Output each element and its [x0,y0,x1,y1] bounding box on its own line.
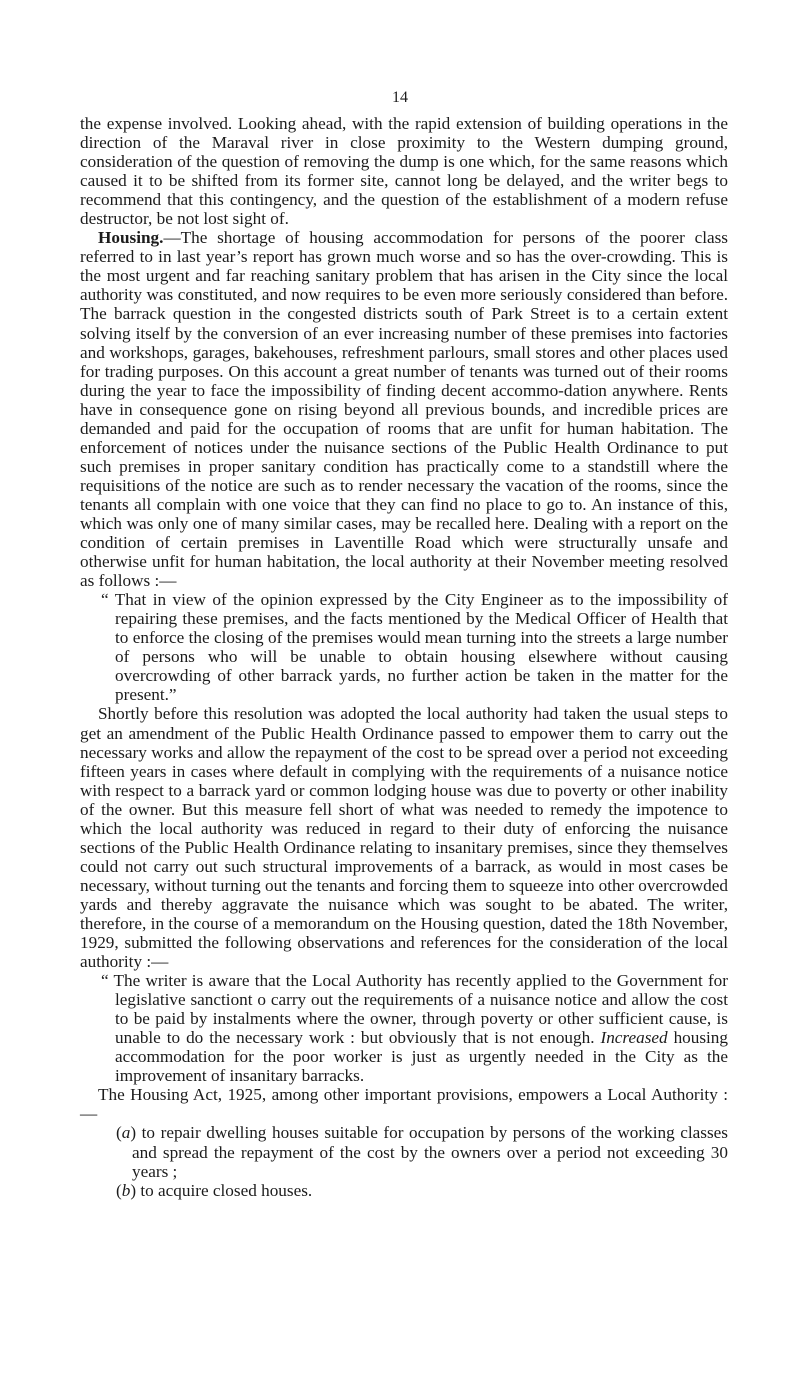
quote-resolution: “ That in view of the opinion expressed by the City Engineer as to the impossibility of repairing these premises, and the facts mentioned by the Medical Officer of Health that to enforce the closing of the premises would mean turning into the streets a large number of persons who will be unable to obtain housing elsewhere without causing overcrowding of other barrack yards, no further action be taken in the matter for the present.” [101,590,728,705]
quote-memorandum-text-b: housing accommodation for the poor worker is just as urgently needed in the City as the improvement of insanitary barracks. [115,1028,728,1086]
quote-memorandum-emphasis: Increased [600,1028,668,1048]
list-text-a: to repair dwelling houses suitable for occupation by persons of the working classes and spread the repayment of the cost by the owners over a period not exceeding 30 years ; [132,1123,728,1181]
housing-heading: Housing. [98,228,164,248]
list-marker-b: b [121,1180,131,1200]
list-marker-a: a [121,1123,131,1143]
quote-memorandum-text-a: “ The writer is aware that the Local Authority has recently applied to the Government for legislative sanctiont o carry out the requirements of a nuisance notice and allow the cost to be paid by instalments where the owner, through poverty or other sufficient cause, is unable to do the necessary work : but obviously that is not enough. [101,971,728,1048]
body-text [80,114,728,1200]
paragraph-housing-act: The Housing Act, 1925, among other important provisions, empowers a Local Authority :— [80,1085,728,1124]
paragraph-amendment: Shortly before this resolution was adopted the local authority had taken the usual steps to get an amendment of the Public Health Ordinance passed to empower them to carry out the necessary works and allow the repayment of the cost to be spread over a period not exceeding fifteen years in cases where default in complying with the requirements of a nuisance notice with respect to a barrack yard or common lodging house was due to poverty or other inability of the owner. But this measure fell short of what was needed to remedy the impotence to which the local authority was reduced in regard to their duty of enforcing the nuisance sections of the Public Health Ordinance relating to insanitary premises, since they themselves could not carry out such structural improvements of a barrack, as would in most cases be necessary, without turning out the tenants and forcing them to squeeze into other overcrowded yards and thereby aggravate the nuisance which was sought to be abated. The writer, therefore, in the course of a memorandum on the Housing question, dated the 18th November, 1929, submitted the following observations and references for the consideration of the local authority :— [80,704,728,972]
paragraph-refuse-dump: the expense involved. Looking ahead, with the rapid extension of building operations in the direction of the Maraval river in close proximity to the Western dumping ground, consideration of the question of removing the dump is one which, for the same reasons which caused it to be shifted from its former site, cannot long be delayed, and the writer begs to recommend that this contingency, and the question of the establishment of a modern refuse destructor, be not lost sight of. [80,114,728,229]
housing-text: —The shortage of housing accommodation for persons of the poorer class referred to in last year’s report has grown much worse and so has the over-crowding. This is the most urgent and far reaching sanitary problem that has arisen in the City since the local authority was constituted, and now requires to be even more seriously considered than before. The barrack question in the congested districts south of Park Street is to a certain extent solving itself by the conversion of an ever increasing number of these premises into factories and workshops, garages, bakehouses, refreshment parlours, small stores and other places used for trading purposes. On this account a great number of tenants was turned out of their rooms during the year to face the impossibility of finding decent accommo-dation anywhere. Rents have in consequence gone on rising beyond all previous bounds, and incredible prices are demanded and paid for the occupation of rooms that are unfit for human habitation. The enforcement of notices under the nuisance sections of the Public Health Ordinance to put such premises in proper sanitary condition has practically come to a standstill where the requisitions of the notice are such as to render necessary the vacation of the rooms, since the tenants all complain with one voice that they can find no place to go to. An instance of this, which was only one of many similar cases, may be recalled here. Dealing with a report on the condition of certain premises in Laventille Road which were structurally unsafe and otherwise unfit for human habitation, the local authority at their November meeting resolved as follows :— [80,228,728,591]
page-number: 14 [392,89,408,106]
quote-memorandum [101,971,728,1086]
list-text-b: to acquire closed houses. [140,1180,313,1200]
paragraph-housing [80,228,728,590]
list-item-b: (b) to acquire closed houses. [116,1180,313,1200]
list-item-a: (a) to repair dwelling houses suitable for occupation by persons of the working classes and spread the repayment of the cost by the owners over a period not exceeding 30 years ; [116,1123,728,1181]
